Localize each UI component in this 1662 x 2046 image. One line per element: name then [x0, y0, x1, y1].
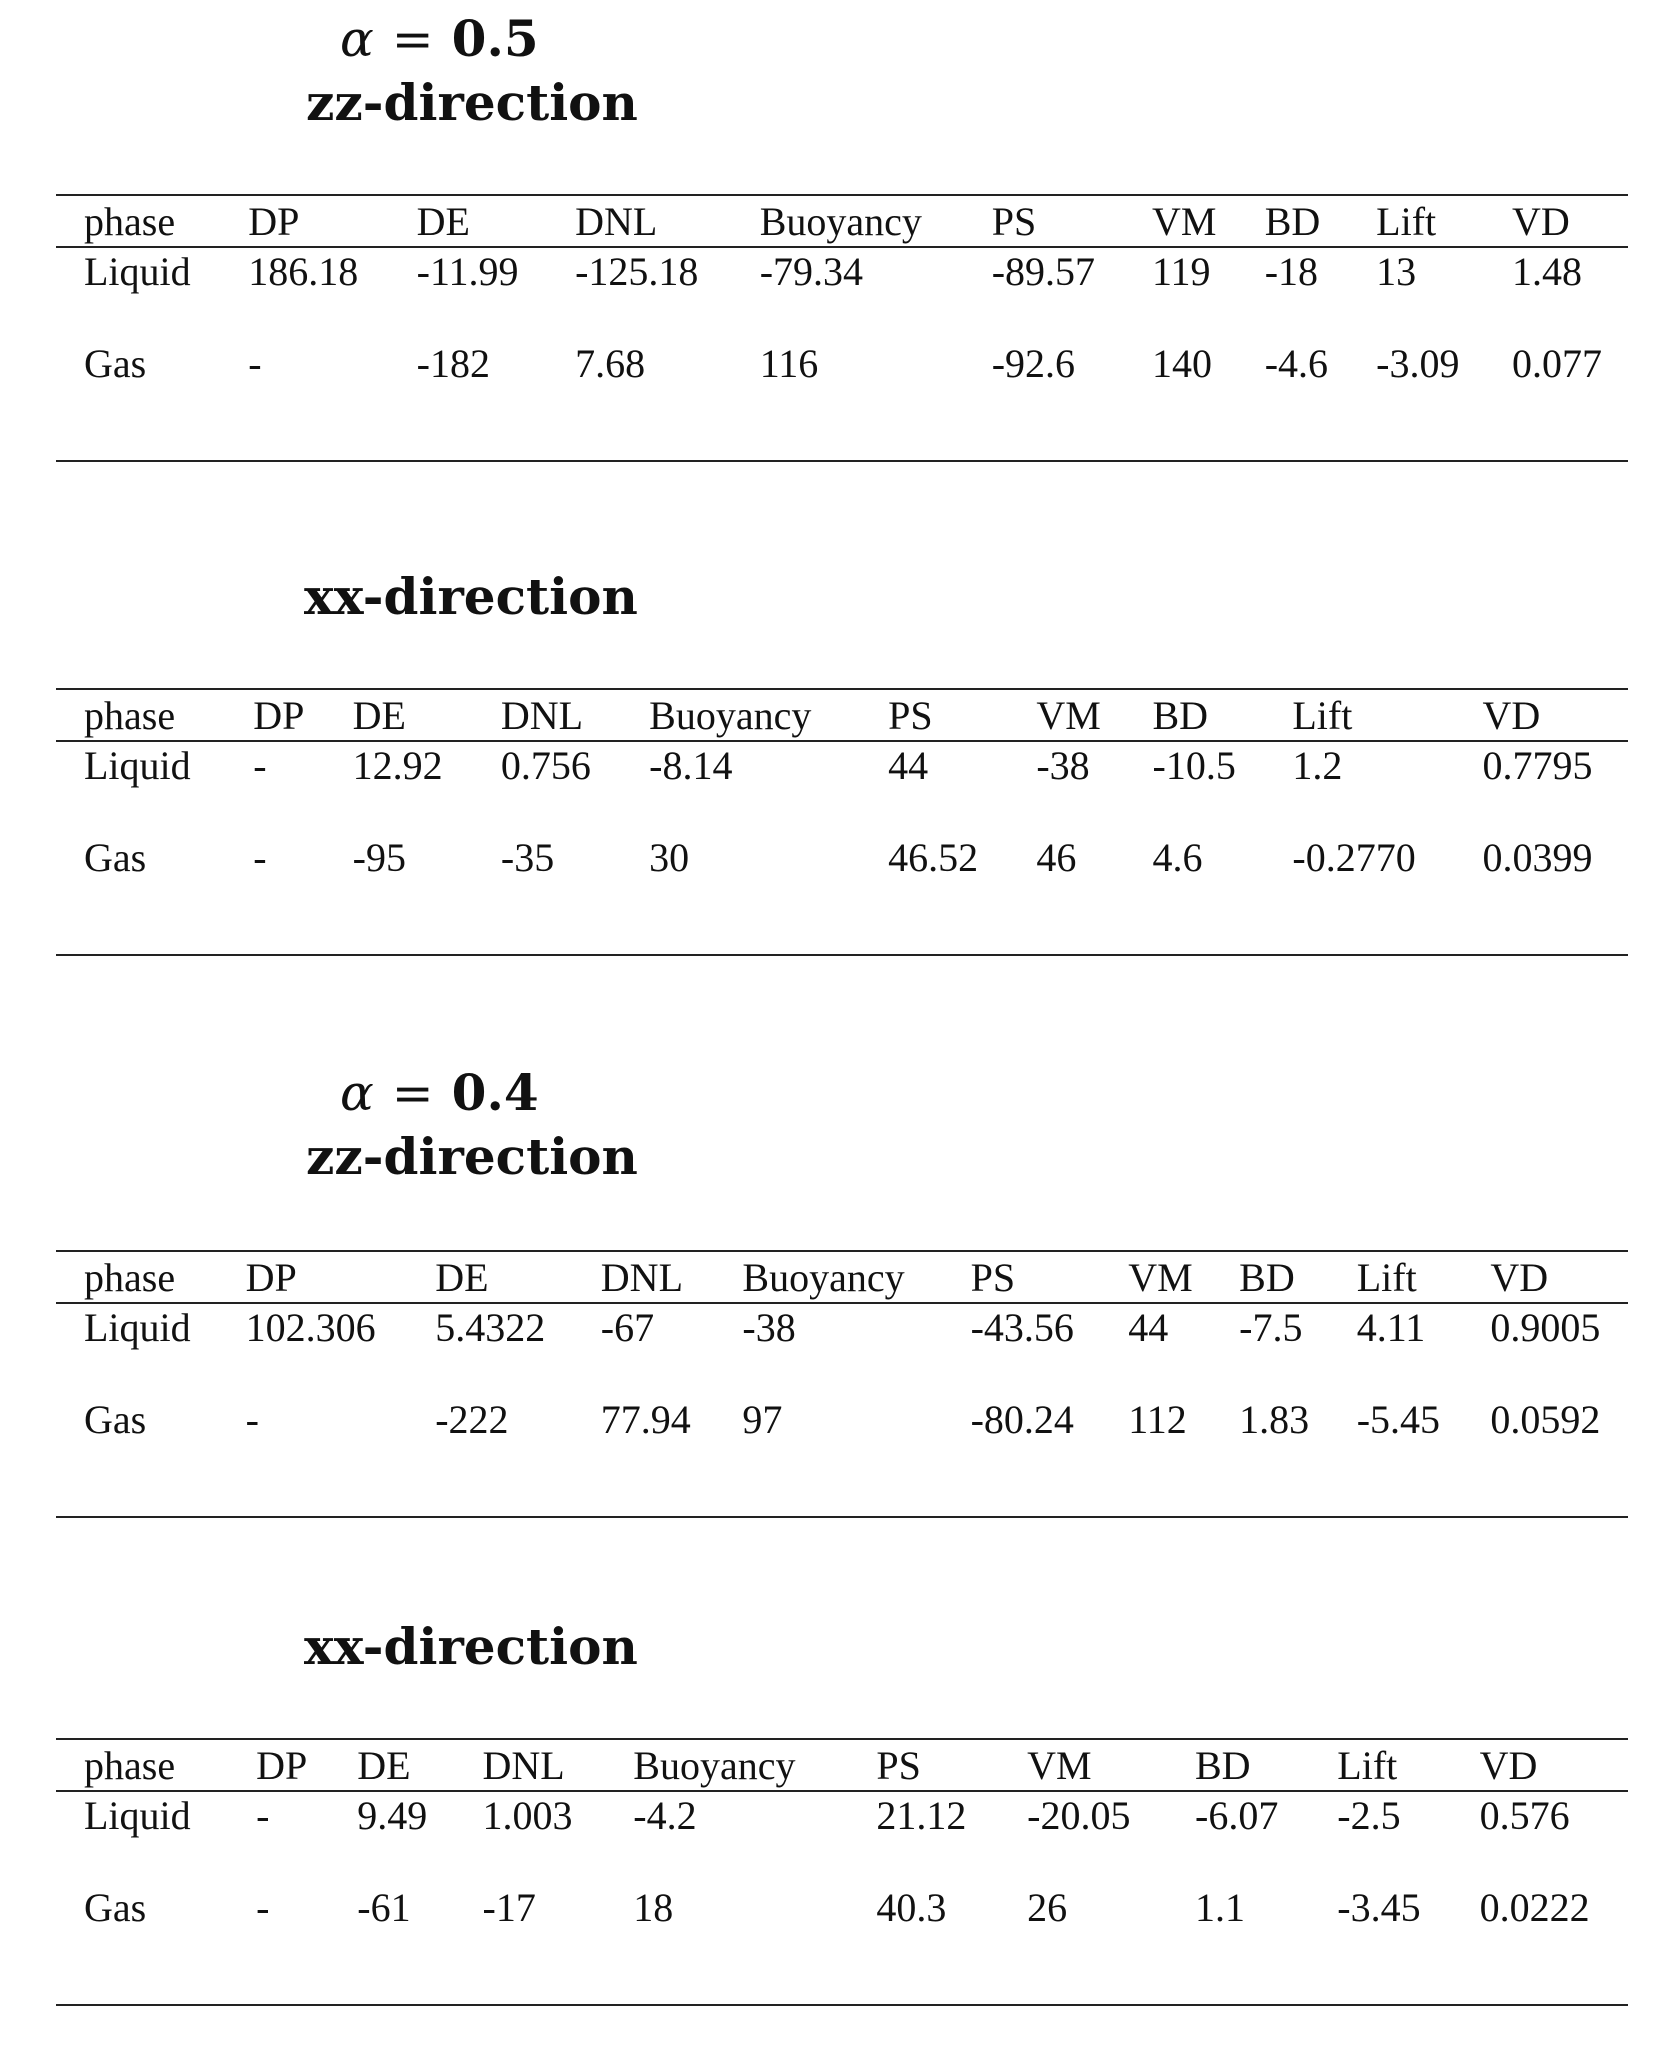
col-header: phase	[56, 1251, 218, 1303]
table-cell: 119	[1151, 249, 1211, 294]
col-header: DP	[228, 1739, 329, 1791]
table-cell: -89.57	[991, 249, 1096, 294]
table-cell: -	[253, 743, 267, 788]
table-cell: 30	[621, 794, 860, 955]
table-cell: Liquid	[84, 249, 191, 294]
table-cell: -	[220, 300, 388, 461]
table-cell: -18	[1264, 249, 1319, 294]
table-cell: 0.7795	[1482, 743, 1593, 788]
table-cell: 97	[714, 1356, 942, 1517]
table-cell: 1.1	[1167, 1844, 1309, 2005]
col-header: Buoyancy	[605, 1739, 848, 1791]
table-cell: 112	[1100, 1356, 1211, 1517]
table-cell: -61	[329, 1844, 454, 2005]
table-cell: -182	[389, 300, 547, 461]
col-header: VM	[1124, 195, 1237, 247]
table-cell: 21.12	[876, 1793, 967, 1838]
direction-heading: xx-direction	[304, 567, 638, 626]
col-header: PS	[964, 195, 1124, 247]
table-cell: Gas	[56, 300, 220, 461]
col-header: DE	[325, 689, 473, 741]
col-header: VD	[1455, 689, 1628, 741]
col-header: Lift	[1309, 1739, 1451, 1791]
table-cell: 0.756	[500, 743, 591, 788]
table-cell: 9.49	[357, 1793, 428, 1838]
col-header: DE	[329, 1739, 454, 1791]
direction-heading: zz-direction	[306, 73, 638, 132]
table-cell: -38	[1036, 743, 1090, 788]
table-row	[56, 247, 1628, 300]
table-header-row	[56, 1251, 1628, 1303]
table-cell: -17	[455, 1844, 606, 2005]
table-row	[56, 300, 1628, 461]
table-cell: Liquid	[84, 743, 191, 788]
table-cell: -2.5	[1337, 1793, 1401, 1838]
table-cell: -43.56	[970, 1305, 1074, 1350]
table-cell: 186.18	[248, 249, 359, 294]
table-cell: -11.99	[416, 249, 519, 294]
equals-sign: =	[391, 1064, 434, 1122]
table-cell: 18	[605, 1844, 848, 2005]
table-cell: -3.09	[1348, 300, 1484, 461]
col-header: Lift	[1264, 689, 1454, 741]
table-cell: -3.45	[1309, 1844, 1451, 2005]
table-cell: -80.24	[943, 1356, 1101, 1517]
table-cell: 13	[1376, 249, 1417, 294]
col-header: phase	[56, 689, 225, 741]
col-header: VM	[1100, 1251, 1211, 1303]
direction-heading: zz-direction	[306, 1127, 638, 1186]
alpha-symbol: α	[340, 10, 374, 68]
force-table-xx-0-5	[56, 688, 1628, 956]
table-cell: 77.94	[573, 1356, 715, 1517]
table-cell: 102.306	[245, 1305, 376, 1350]
force-table-xx-0-4	[56, 1738, 1628, 2006]
col-header: VD	[1452, 1739, 1628, 1791]
col-header: DNL	[455, 1739, 606, 1791]
col-header: DNL	[473, 689, 621, 741]
table-cell: 46.52	[860, 794, 1008, 955]
col-header: phase	[56, 195, 220, 247]
table-cell: 116	[732, 300, 964, 461]
table-header-row	[56, 1739, 1628, 1791]
table-cell: -79.34	[759, 249, 864, 294]
table-cell: -222	[407, 1356, 573, 1517]
table-cell: 0.077	[1484, 300, 1628, 461]
col-header: DP	[220, 195, 388, 247]
table-cell: -	[228, 1844, 329, 2005]
alpha-heading-0-4	[340, 1062, 539, 1124]
table-cell: -20.05	[1027, 1793, 1131, 1838]
table-cell: 140	[1124, 300, 1237, 461]
alpha-value: 0.4	[451, 1063, 539, 1122]
table-cell: -8.14	[649, 743, 733, 788]
table-cell: -7.5	[1239, 1305, 1303, 1350]
table-row	[56, 1356, 1628, 1517]
table-cell: 0.9005	[1490, 1305, 1601, 1350]
table-cell: 5.4322	[435, 1305, 546, 1350]
col-header: DNL	[547, 195, 732, 247]
table-cell: Gas	[56, 794, 225, 955]
table-cell: 4.11	[1356, 1305, 1426, 1350]
col-header: DP	[218, 1251, 408, 1303]
col-header: BD	[1125, 689, 1265, 741]
table-cell: -5.45	[1329, 1356, 1463, 1517]
table-cell: -	[218, 1356, 408, 1517]
table-cell: 4.6	[1125, 794, 1265, 955]
table-row	[56, 1303, 1628, 1356]
table-cell: -38	[742, 1305, 796, 1350]
table-cell: -	[225, 794, 324, 955]
col-header: PS	[860, 689, 1008, 741]
table-cell: -67	[600, 1305, 655, 1350]
table-cell: 44	[888, 743, 929, 788]
table-cell: Liquid	[84, 1793, 191, 1838]
alpha-value: 0.5	[451, 9, 539, 68]
table-cell: 40.3	[848, 1844, 999, 2005]
table-cell: -125.18	[575, 249, 699, 294]
table-cell: -95	[325, 794, 473, 955]
table-cell: -6.07	[1195, 1793, 1279, 1838]
table-cell: 44	[1128, 1305, 1169, 1350]
table-cell: 1.83	[1211, 1356, 1329, 1517]
table-cell: 0.576	[1479, 1793, 1570, 1838]
table-cell: Liquid	[84, 1305, 191, 1350]
table-cell: -92.6	[964, 300, 1124, 461]
table-header-row	[56, 195, 1628, 247]
table-cell: 1.2	[1292, 743, 1343, 788]
col-header: Buoyancy	[732, 195, 964, 247]
col-header: PS	[943, 1251, 1101, 1303]
col-header: DP	[225, 689, 324, 741]
table-cell: -35	[473, 794, 621, 955]
table-cell: -4.6	[1237, 300, 1348, 461]
table-cell: 1.003	[482, 1793, 573, 1838]
col-header: VD	[1484, 195, 1628, 247]
col-header: VM	[999, 1739, 1167, 1791]
col-header: Buoyancy	[714, 1251, 942, 1303]
force-table-zz-0-5	[56, 194, 1628, 462]
table-cell: 12.92	[352, 743, 443, 788]
col-header: Lift	[1329, 1251, 1463, 1303]
alpha-heading-0-5	[340, 8, 539, 70]
col-header: Lift	[1348, 195, 1484, 247]
col-header: VD	[1462, 1251, 1628, 1303]
direction-heading: xx-direction	[304, 1617, 638, 1676]
col-header: BD	[1211, 1251, 1329, 1303]
table-cell: -	[256, 1793, 270, 1838]
table-cell: 7.68	[547, 300, 732, 461]
table-cell: 0.0222	[1452, 1844, 1628, 2005]
alpha-symbol: α	[340, 1064, 374, 1122]
table-cell: Gas	[56, 1844, 228, 2005]
col-header: DE	[407, 1251, 573, 1303]
col-header: PS	[848, 1739, 999, 1791]
table-cell: 0.0399	[1455, 794, 1628, 955]
col-header: phase	[56, 1739, 228, 1791]
table-cell: 1.48	[1511, 249, 1582, 294]
force-table-zz-0-4	[56, 1250, 1628, 1518]
col-header: BD	[1237, 195, 1348, 247]
table-row	[56, 1844, 1628, 2005]
table-header-row	[56, 689, 1628, 741]
col-header: DE	[389, 195, 547, 247]
col-header: VM	[1008, 689, 1124, 741]
table-cell: 46	[1008, 794, 1124, 955]
table-cell: 26	[999, 1844, 1167, 2005]
col-header: Buoyancy	[621, 689, 860, 741]
col-header: BD	[1167, 1739, 1309, 1791]
table-cell: 0.0592	[1462, 1356, 1628, 1517]
table-row	[56, 794, 1628, 955]
table-row	[56, 1791, 1628, 1844]
table-cell: -0.2770	[1264, 794, 1454, 955]
col-header: DNL	[573, 1251, 715, 1303]
table-cell: -4.2	[633, 1793, 697, 1838]
table-cell: -10.5	[1152, 743, 1236, 788]
table-cell: Gas	[56, 1356, 218, 1517]
equals-sign: =	[391, 10, 434, 68]
table-row	[56, 741, 1628, 794]
